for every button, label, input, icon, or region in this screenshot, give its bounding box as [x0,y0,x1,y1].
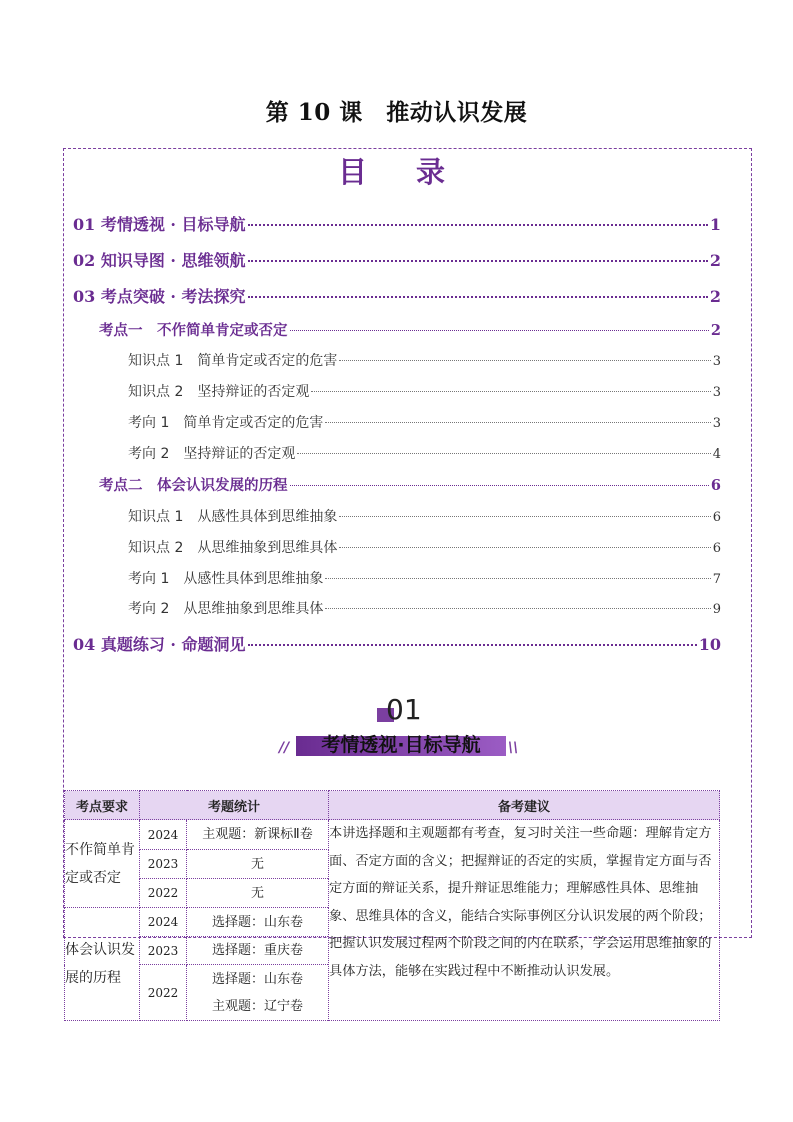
stat-line: 选择题：山东卷 [212,971,304,987]
table-row [65,820,720,850]
toc-leader [297,453,710,454]
requirement-cell: 不作简单肯定或否定 [65,820,140,908]
year-cell: 2024 [140,820,187,850]
toc-entry-page: 6 [712,541,721,556]
slash-marks-right: \\ [508,740,519,756]
toc-entry-label: 02 知识导图 · 思维领航 [73,251,246,270]
toc-entry-label: 考向 2 从思维抽象到思维具体 [128,601,324,617]
toc-entry-page: 9 [712,602,721,617]
toc-leader [248,224,708,226]
year-cell: 2022 [140,879,187,908]
toc-leader [248,644,697,646]
toc-entry-page: 4 [712,447,721,462]
advice-cell: 本讲选择题和主观题都有考查，复习时关注一些命题：理解肯定方面、否定方面的含义；把握辩证的否定的实质，掌握肯定方面与否定方面的辩证关系，提升辩证思维能力；理解感性具体、思维抽象、思维具体的含义，能结合实际事例区分认识发展的两个阶段；把握认识发展过程两个阶段之间的内在联系，学会运用思维抽象的具体方法，能够在实践过程中不断推动认识发展。 [329,820,720,1021]
year-cell: 2022 [140,965,187,1021]
toc-entry-label: 考点二 体会认识发展的历程 [99,477,288,494]
toc-entry-label: 知识点 1 从感性具体到思维抽象 [128,509,338,525]
header-advice: 备考建议 [329,791,720,820]
toc-entry-page: 1 [709,215,721,234]
requirement-cell: 体会认识发展的历程 [65,908,140,1021]
toc-entry-label: 考向 1 从感性具体到思维抽象 [128,571,324,587]
toc-leader [325,578,710,579]
toc-leader [325,608,710,609]
toc-entry-page: 2 [709,287,721,306]
toc-entry-zhishidian-1-2[interactable] [128,381,721,401]
toc-entry-02[interactable] [73,248,721,271]
toc-entry-page: 6 [710,477,721,494]
lesson-title: 第 10 课 推动认识发展 [265,99,528,126]
toc-leader [290,330,709,331]
stat-cell-multi [187,965,329,1021]
table-header-row [65,791,720,820]
stat-cell: 选择题：重庆卷 [187,937,329,965]
toc-entry-zhishidian-2-2[interactable] [128,537,721,557]
toc-entry-page: 3 [712,354,721,369]
toc-leader [248,260,708,262]
year-cell: 2024 [140,908,187,937]
toc-entry-page: 2 [709,251,721,270]
slash-marks-left: // [279,740,290,756]
year-cell: 2023 [140,850,187,879]
toc-entry-label: 04 真题练习 · 命题洞见 [73,635,246,654]
toc-entry-label: 考点一 不作简单肯定或否定 [99,322,288,339]
toc-entry-page: 2 [710,322,721,339]
toc-leader [339,516,710,517]
toc-entry-kaoxiang-2-2[interactable] [128,598,721,618]
toc-entry-kaoxiang-1-1[interactable] [128,412,721,432]
stat-cell: 无 [187,850,329,879]
toc-entry-page: 3 [712,385,721,400]
toc-entry-page: 6 [712,510,721,525]
toc-entry-page: 7 [712,572,721,587]
toc-entry-kaodian-2[interactable] [99,474,721,495]
stat-cell: 无 [187,879,329,908]
stat-line: 主观题：辽宁卷 [212,998,304,1014]
toc-entry-kaoxiang-1-2[interactable] [128,443,721,463]
year-cell: 2023 [140,937,187,965]
toc-leader [248,296,708,298]
stat-cell: 主观题：新课标Ⅱ卷 [187,820,329,850]
toc-entry-label: 知识点 2 坚持辩证的否定观 [128,384,310,400]
toc-entry-label: 知识点 1 简单肯定或否定的危害 [128,353,338,369]
toc-entry-kaoxiang-2-1[interactable] [128,568,721,588]
section-number: 01 [386,693,422,726]
toc-entry-03[interactable] [73,284,721,307]
exam-stats-table [64,790,720,1021]
toc-entry-page: 3 [712,416,721,431]
toc-entry-zhishidian-1-1[interactable] [128,350,721,370]
toc-entry-label: 知识点 2 从思维抽象到思维具体 [128,540,338,556]
toc-entry-label: 03 考点突破 · 考法探究 [73,287,246,306]
toc-entry-zhishidian-2-1[interactable] [128,506,721,526]
toc-leader [339,360,710,361]
header-statistics: 考题统计 [140,791,329,820]
toc-entry-page: 10 [698,635,721,654]
toc-leader [339,547,710,548]
section-title: 考情透视·目标导航 [321,734,481,756]
toc-entry-label: 01 考情透视 · 目标导航 [73,215,246,234]
toc-entry-label: 考向 1 简单肯定或否定的危害 [128,415,324,431]
header-requirement: 考点要求 [65,791,140,820]
toc-leader [325,422,710,423]
toc-leader [290,485,709,486]
stat-cell: 选择题：山东卷 [187,908,329,937]
toc-entry-label: 考向 2 坚持辩证的否定观 [128,446,296,462]
toc-heading: 目 录 [337,155,455,189]
toc-entry-01[interactable] [73,212,721,235]
toc-leader [311,391,710,392]
toc-entry-kaodian-1[interactable] [99,319,721,340]
toc-entry-04[interactable] [73,632,721,655]
